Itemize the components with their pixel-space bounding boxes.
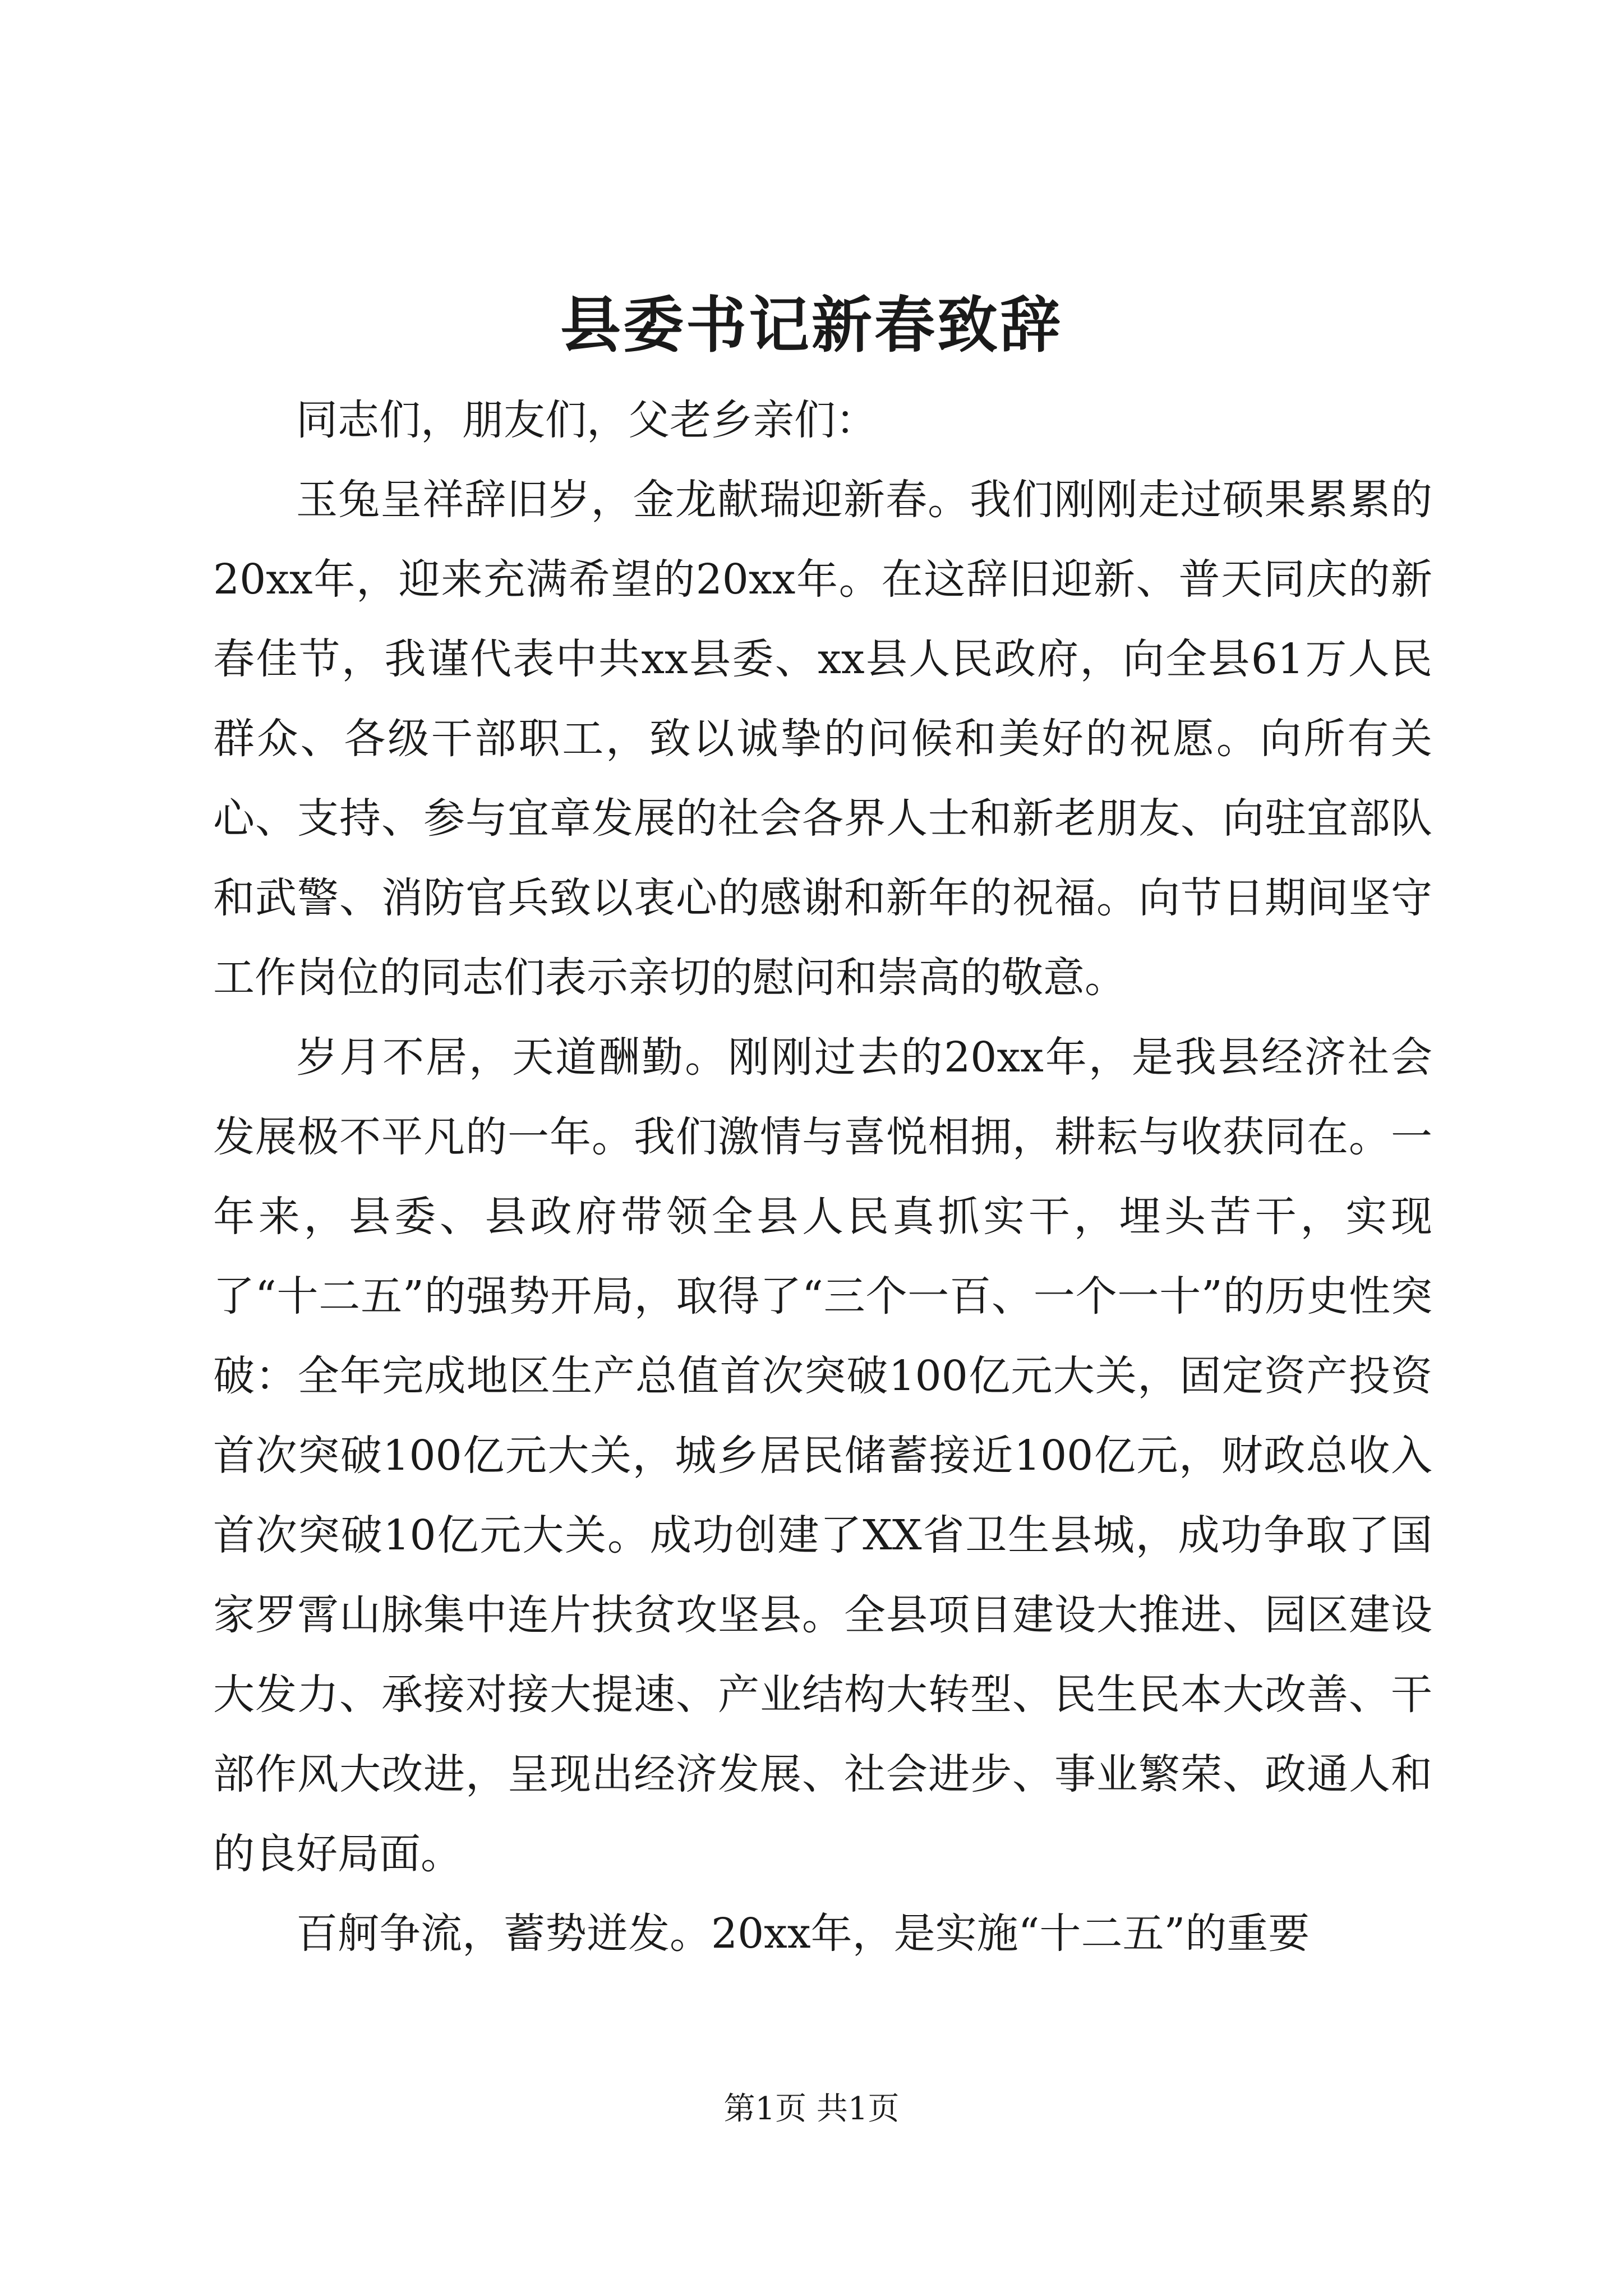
paragraph-new-year-wishes: 玉兔呈祥辞旧岁，金龙献瑞迎新春。我们刚刚走过硕果累累的20xx年，迎来充满希望的20xx年。在这辞旧迎新、普天同庆的新春佳节，我谨代表中共xx县委、xx县人民政府，向全县61万人民群众、各级干部职工，致以诚挚的问候和美好的祝愿。向所有关心、支持、参与宜章发展的社会各界人士和新老朋友、向驻宜部队和武警、消防官兵致以衷心的感谢和新年的祝福。向节日期间坚守工作岗位的同志们表示亲切的慰问和崇高的敬意。 bbox=[213, 476, 1432, 1002]
paragraph-review: 岁月不居，天道酬勤。刚刚过去的20xx年，是我县经济社会发展极不平凡的一年。我们激情与喜悦相拥，耕耘与收获同在。一年来，县委、县政府带领全县人民真抓实干，埋头苦干，实现了“十二五”的强势开局，取得了“三个一百、一个一十”的历史性突破：全年完成地区生产总值首次突破100亿元大关，固定资产投资首次突破100亿元大关，城乡居民储蓄接近100亿元，财政总收入首次突破10亿元大关。成功创建了XX省卫生县城，成功争取了国家罗霄山脉集中连片扶贫攻坚县。全县项目建设大推进、园区建设大发力、承接对接大提速、产业结构大转型、民生民本大改善、干部作风大改进，呈现出经济发展、社会进步、事业繁荣、政通人和的良好局面。 bbox=[213, 1033, 1432, 1878]
paragraph-greeting: 同志们，朋友们，父老乡亲们： bbox=[296, 396, 877, 444]
page-number-footer: 第1页 共1页 bbox=[723, 2091, 900, 2127]
document-body bbox=[213, 380, 1432, 1973]
document-title: 县委书记新春致辞 bbox=[560, 290, 1063, 361]
paragraph-outlook: 百舸争流，蓄势迸发。20xx年，是实施“十二五”的重要 bbox=[296, 1910, 1310, 1958]
